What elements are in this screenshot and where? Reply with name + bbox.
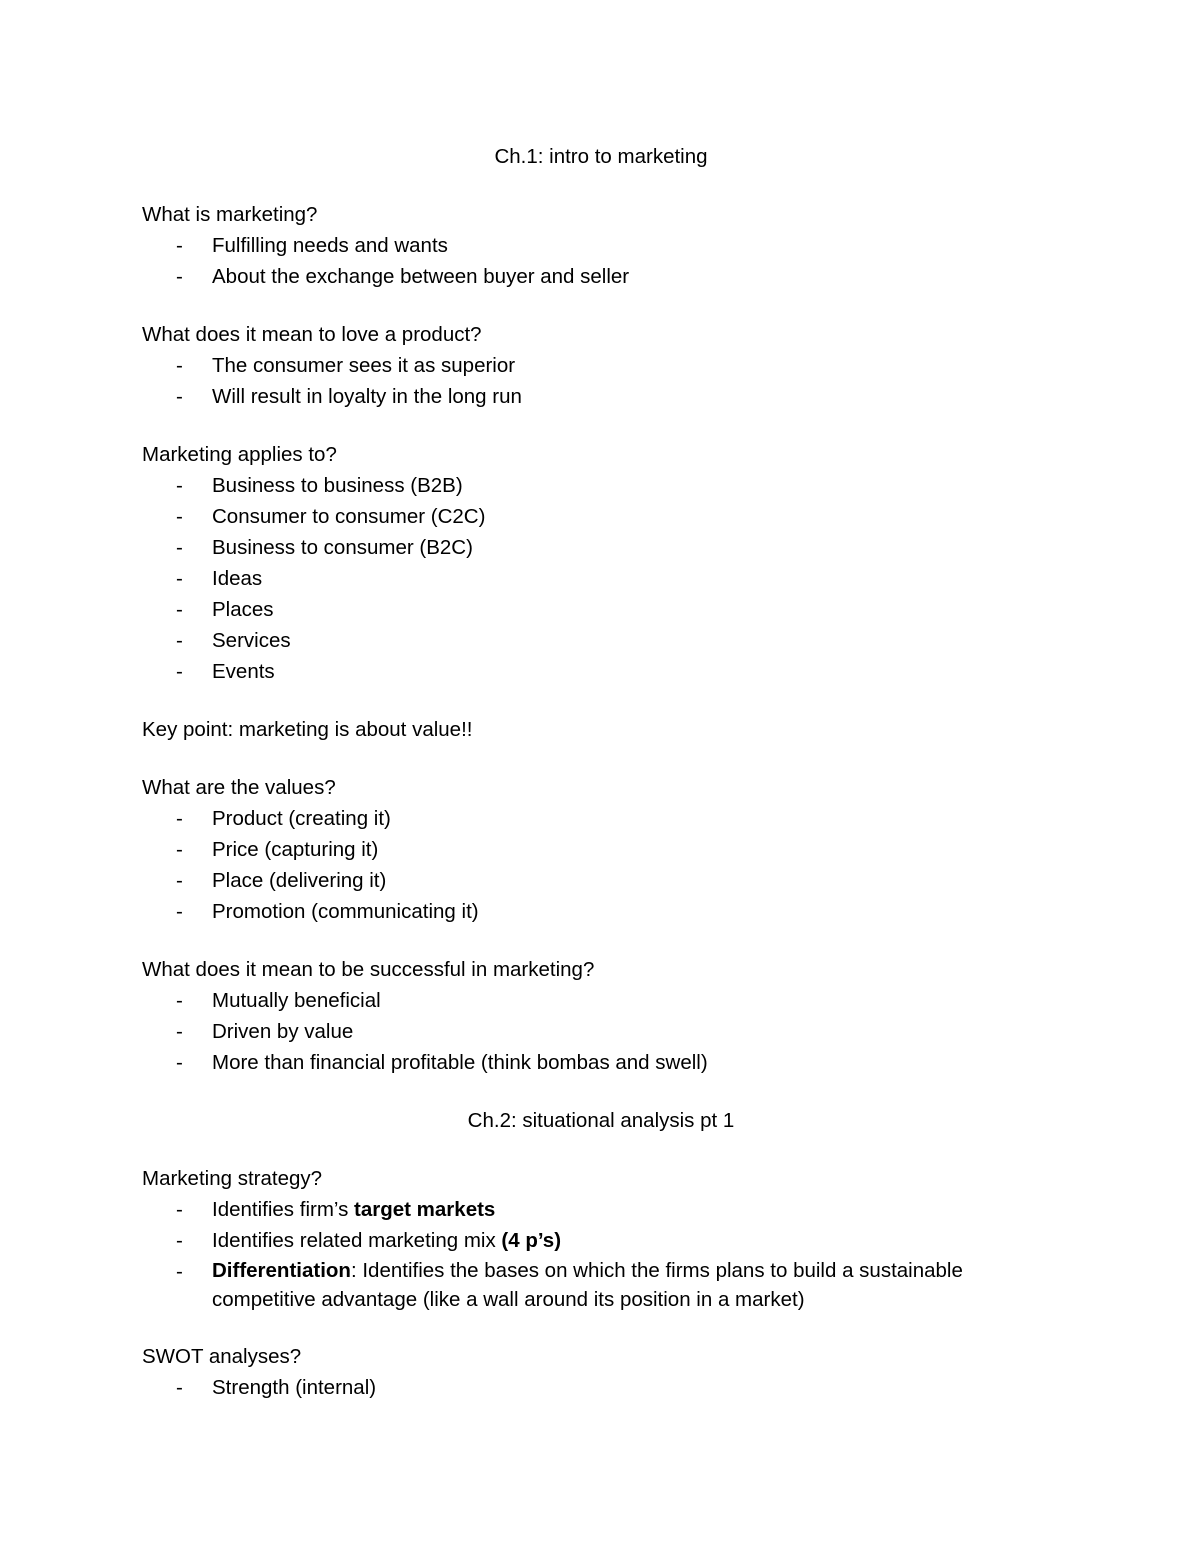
list-item-text: Will result in loyalty in the long run (212, 385, 522, 408)
bullet-dash: - (176, 1020, 183, 1043)
list-item-text: Promotion (communicating it) (212, 900, 479, 923)
section-question: What does it mean to be successful in marketing? (142, 958, 595, 981)
bullet-dash: - (176, 354, 183, 377)
list-item (142, 1225, 1062, 1256)
list-item (142, 896, 1062, 927)
list-item (142, 985, 1062, 1016)
list-item-text: Services (212, 629, 291, 652)
bold-term: target markets (354, 1198, 496, 1221)
bullet-dash: - (176, 1260, 183, 1283)
bullet-dash: - (176, 567, 183, 590)
bullet-dash: - (176, 989, 183, 1012)
list-item-text: Events (212, 660, 275, 683)
list-item-text: Product (creating it) (212, 807, 391, 830)
list-item (142, 230, 1062, 261)
list-item (142, 625, 1062, 656)
page-content (142, 141, 1062, 1403)
chapter-2-title: Ch.2: situational analysis pt 1 (467, 1109, 735, 1132)
list-item-text: Consumer to consumer (C2C) (212, 505, 486, 528)
bullet-dash: - (176, 234, 183, 257)
chapter-1-title: Ch.1: intro to marketing (494, 145, 708, 168)
list-item-text: Identifies firm’s target markets (212, 1198, 496, 1221)
bullet-dash: - (176, 598, 183, 621)
bullet-list (142, 470, 1062, 687)
list-item-text: Strength (internal) (212, 1376, 377, 1399)
list-item-text: About the exchange between buyer and seller (212, 265, 630, 288)
bullet-dash: - (176, 505, 183, 528)
bullet-dash: - (176, 807, 183, 830)
bullet-dash: - (176, 838, 183, 861)
list-item-text: Differentiation: Identifies the bases on which the firms plans to build a sustainable competitive advantage (like a wall around its position in a market) (212, 1259, 963, 1311)
bullet-dash: - (176, 869, 183, 892)
list-item (142, 532, 1062, 563)
bullet-dash: - (176, 660, 183, 683)
list-item (142, 261, 1062, 292)
section-question: SWOT analyses? (142, 1345, 302, 1368)
list-item-text: Identifies related marketing mix (4 p’s) (212, 1229, 562, 1252)
bullet-dash: - (176, 536, 183, 559)
section-question: What are the values? (142, 776, 336, 799)
key-point: Key point: marketing is about value!! (142, 718, 473, 741)
bullet-dash: - (176, 1198, 183, 1221)
list-item-text: The consumer sees it as superior (212, 354, 516, 377)
bullet-dash: - (176, 1376, 183, 1399)
list-item (142, 1256, 1062, 1314)
bold-term: (4 p’s) (501, 1229, 562, 1252)
list-item (142, 1047, 1062, 1078)
bullet-list (142, 350, 1062, 412)
bullet-dash: - (176, 629, 183, 652)
bullet-list (142, 230, 1062, 292)
bold-term: Differentiation (212, 1259, 351, 1282)
bullet-dash: - (176, 265, 183, 288)
list-item-text: Business to consumer (B2C) (212, 536, 473, 559)
bullet-list (142, 985, 1062, 1078)
list-item (142, 1016, 1062, 1047)
list-item (142, 834, 1062, 865)
section-question: Marketing applies to? (142, 443, 337, 466)
list-item (142, 1194, 1062, 1225)
list-item-text: More than financial profitable (think bombas and swell) (212, 1051, 708, 1074)
bullet-dash: - (176, 900, 183, 923)
bullet-dash: - (176, 385, 183, 408)
section-question: What is marketing? (142, 203, 318, 226)
section-question: What does it mean to love a product? (142, 323, 482, 346)
bullet-list (142, 803, 1062, 927)
list-item (142, 803, 1062, 834)
list-item (142, 470, 1062, 501)
bullet-list (142, 1372, 1062, 1403)
list-item (142, 350, 1062, 381)
bullet-list (142, 1194, 1062, 1314)
list-item-text: Ideas (212, 567, 263, 590)
section-question: Marketing strategy? (142, 1167, 323, 1190)
list-item-text: Place (delivering it) (212, 869, 387, 892)
list-item-text: Price (capturing it) (212, 838, 379, 861)
list-item-text: Business to business (B2B) (212, 474, 463, 497)
list-item (142, 381, 1062, 412)
list-item (142, 656, 1062, 687)
list-item-text: Places (212, 598, 274, 621)
list-item (142, 865, 1062, 896)
list-item-text: Mutually beneficial (212, 989, 381, 1012)
list-item-text: Driven by value (212, 1020, 354, 1043)
list-item (142, 563, 1062, 594)
bullet-dash: - (176, 1229, 183, 1252)
bullet-dash: - (176, 474, 183, 497)
list-item-text: Fulfilling needs and wants (212, 234, 448, 257)
list-item (142, 594, 1062, 625)
list-item (142, 1372, 1062, 1403)
list-item (142, 501, 1062, 532)
bullet-dash: - (176, 1051, 183, 1074)
